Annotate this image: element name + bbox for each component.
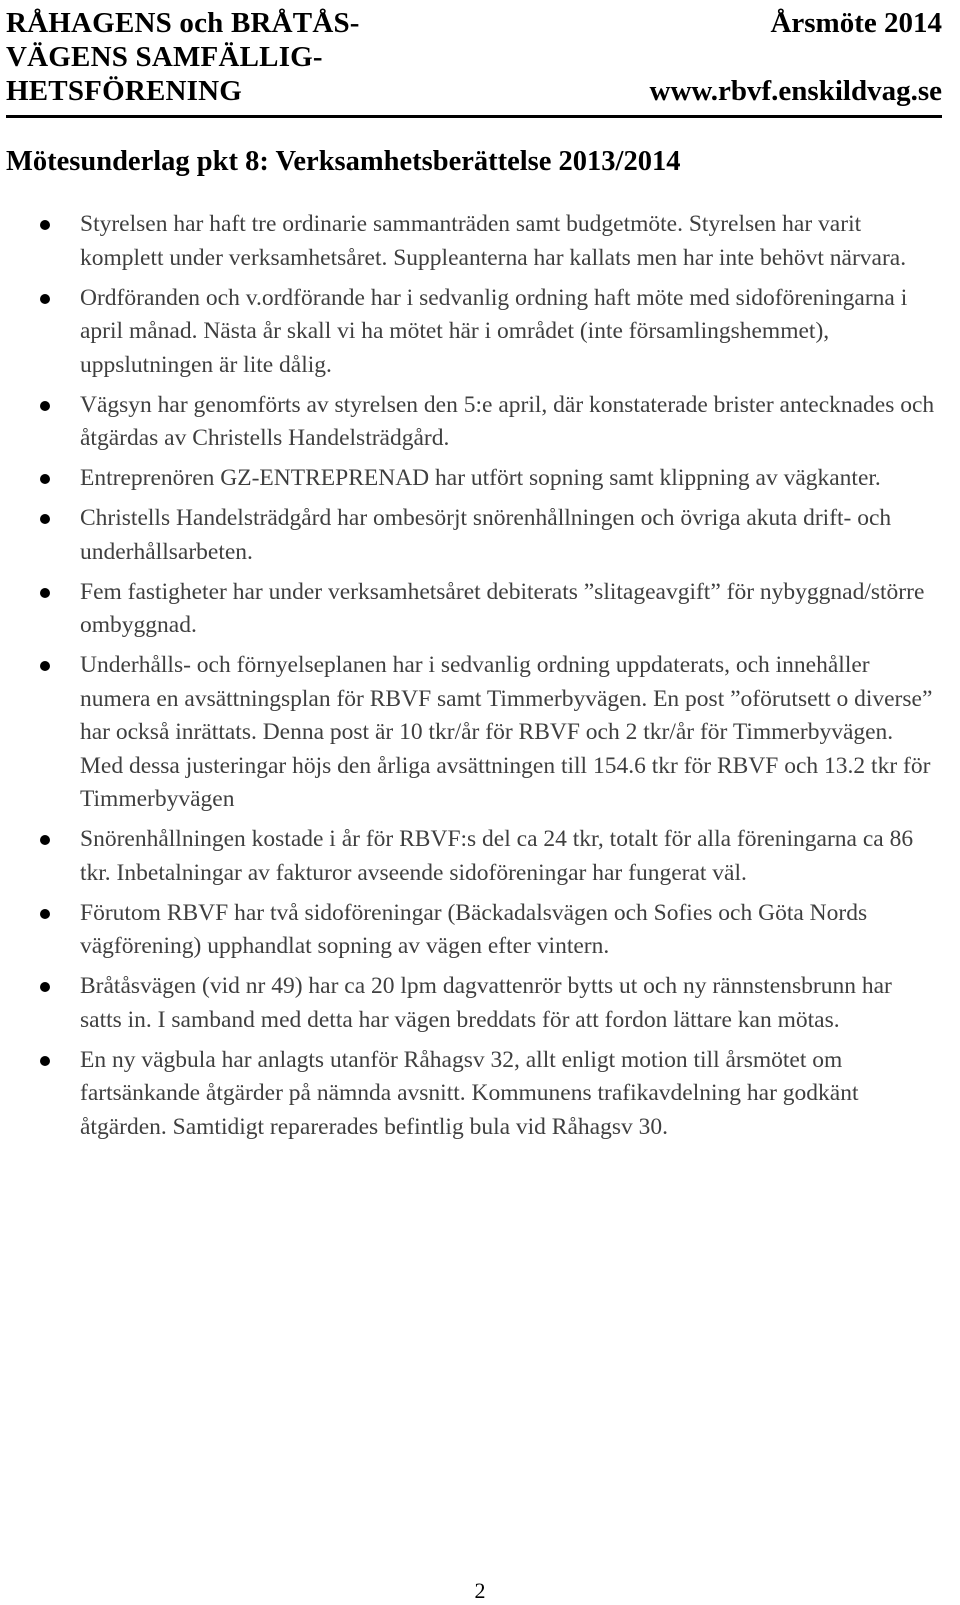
list-item-text: Underhålls- och förnyelseplanen har i sedvanlig ordning uppdaterats, och innehåller numera en avsättningsplan för RBVF samt Timmerbyvägen. En post ”oförutsett o diverse” har också inrättats. Denna post är 10 tkr/år för RBVF och 2 tkr/år för Timmerbyvägen. Med dessa justeringar höjs den årliga avsättningen till 154.6 tkr för RBVF och 13.2 tkr för Timmerbyvägen xyxy=(80,652,933,812)
list-item-text: Entreprenören GZ-ENTREPRENAD har utfört sopning samt klippning av vägkanter. xyxy=(80,465,881,491)
list-item xyxy=(0,389,960,456)
report-bullet-list xyxy=(0,208,960,1151)
list-item-text: Förutom RBVF har två sidoföreningar (Bäckadalsvägen och Sofies och Göta Nords vägförening) upphandlat sopning av vägen efter vintern. xyxy=(80,899,868,959)
page-number: 2 xyxy=(474,1578,486,1603)
bullet-icon xyxy=(40,588,50,598)
list-item xyxy=(0,1044,960,1145)
list-item-text: Snörenhållningen kostade i år för RBVF:s del ca 24 tkr, totalt för alla föreningarna ca 86 tkr. Inbetalningar av fakturor avseende sidoföreningar har fungerat väl. xyxy=(80,826,914,886)
bullet-icon xyxy=(40,294,50,304)
list-item xyxy=(0,502,960,569)
bullet-icon xyxy=(40,474,50,484)
bullet-icon xyxy=(40,1056,50,1066)
list-item xyxy=(0,576,960,643)
bullet-icon xyxy=(40,220,50,230)
bullet-icon xyxy=(40,514,50,524)
list-item-text: Fem fastigheter har under verksamhetsåret debiterats ”slitageavgift” för nybyggnad/större ombyggnad. xyxy=(80,578,925,638)
list-item xyxy=(0,462,960,496)
website-link[interactable]: www.rbvf.enskildvag.se xyxy=(649,75,942,107)
bullet-icon xyxy=(40,401,50,411)
bullet-icon xyxy=(40,835,50,845)
list-item xyxy=(0,649,960,817)
document-heading: Mötesunderlag pkt 8: Verksamhetsberättelse 2013/2014 xyxy=(6,146,681,177)
list-item-text: Vägsyn har genomförts av styrelsen den 5:e april, där konstaterade brister antecknades och åtgärdas av Christells Handelsträdgård. xyxy=(80,391,935,451)
bullet-icon xyxy=(40,909,50,919)
list-item xyxy=(0,897,960,964)
list-item-text: Ordföranden och v.ordförande har i sedvanlig ordning haft möte med sidoföreningarna i april månad. Nästa år skall vi ha mötet här i området (inte församlingshemmet), uppslutningen är lite dålig. xyxy=(80,284,908,378)
list-item xyxy=(0,282,960,383)
bullet-icon xyxy=(40,661,50,671)
list-item-text: En ny vägbula har anlagts utanför Råhagsv 32, allt enligt motion till årsmötet om fartsänkande åtgärder på nämnda avsnitt. Kommunens trafikavdelning har godkänt åtgärden. Samtidigt reparerades befintlig bula vid Råhagsv 30. xyxy=(80,1046,859,1140)
list-item xyxy=(0,208,960,275)
meeting-title: Årsmöte 2014 xyxy=(770,7,942,39)
document-header xyxy=(6,6,942,118)
list-item xyxy=(0,970,960,1037)
list-item xyxy=(0,823,960,890)
organization-name: RÅHAGENS och BRÅTÅS-VÄGENS SAMFÄLLIG-HETSFÖRENING xyxy=(6,7,360,107)
list-item-text: Christells Handelsträdgård har ombesörjt snörenhållningen och övriga akuta drift- och underhållsarbeten. xyxy=(80,505,892,565)
list-item-text: Bråtåsvägen (vid nr 49) har ca 20 lpm dagvattenrör bytts ut och ny rännstensbrunn har satts in. I samband med detta har vägen breddats för att fordon lättare kan mötas. xyxy=(80,973,892,1033)
list-item-text: Styrelsen har haft tre ordinarie sammanträden samt budgetmöte. Styrelsen har varit komplett under verksamhetsåret. Suppleanterna har kallats men har inte behövt närvara. xyxy=(80,211,907,271)
bullet-icon xyxy=(40,982,50,992)
